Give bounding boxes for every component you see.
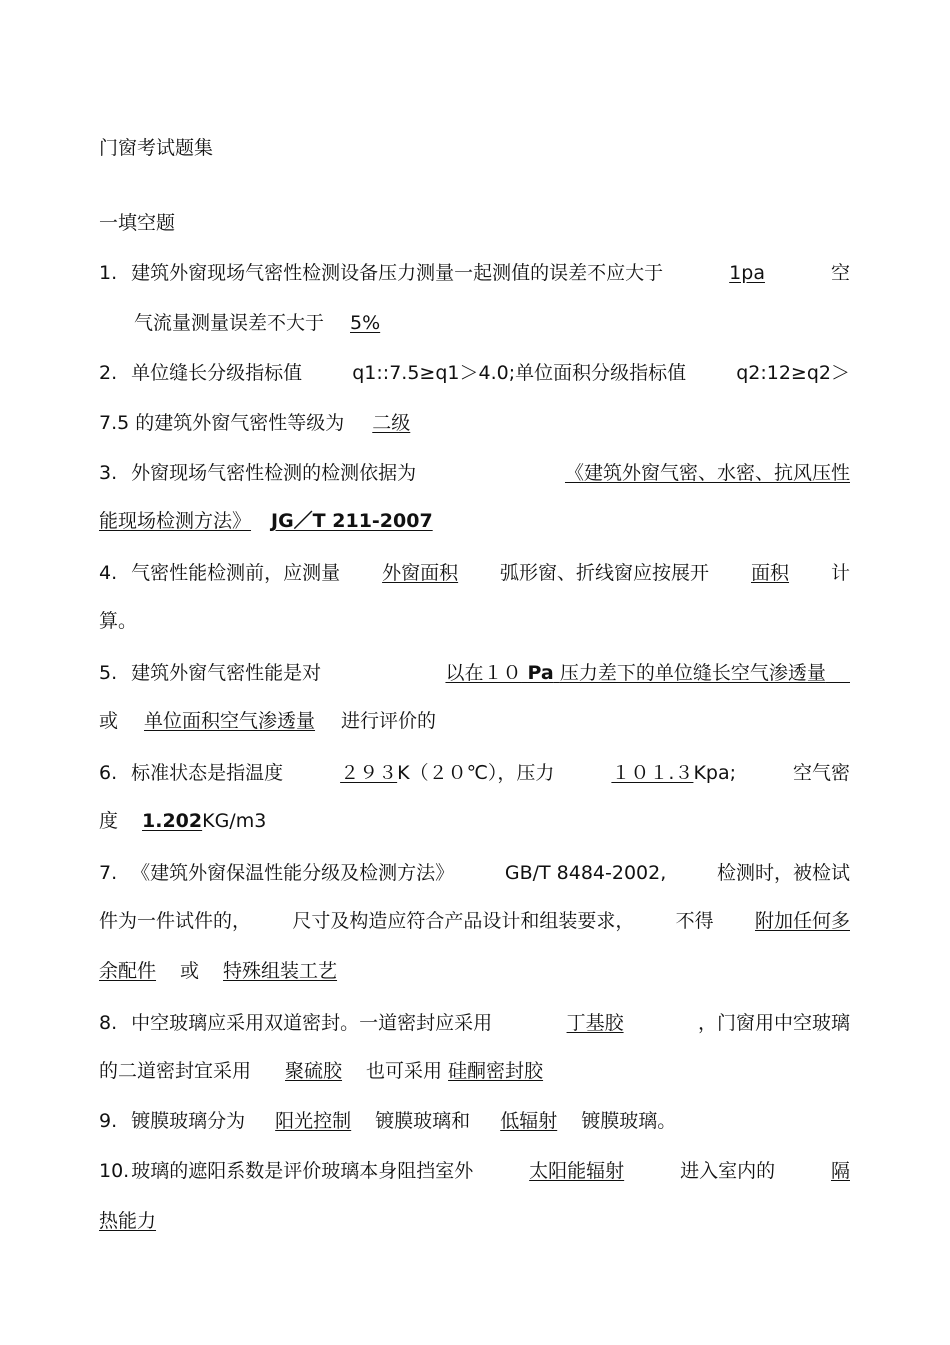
question-2-answer: 二级 <box>372 412 411 434</box>
question-2-line-1 <box>99 358 850 388</box>
question-6-line-1 <box>99 758 850 788</box>
question-9-mid: 镀膜玻璃和 <box>375 1110 471 1132</box>
question-8-tail: ，门窗用中空玻璃 <box>697 1012 850 1034</box>
section-heading-line <box>99 208 850 238</box>
question-7-line-1 <box>99 858 850 888</box>
question-6-unit-3: KG/m3 <box>202 810 267 832</box>
question-10-answer-1: 太阳能辐射 <box>529 1160 625 1182</box>
question-8-line-2 <box>99 1056 850 1086</box>
question-10-mid: 进入室内的 <box>680 1160 776 1182</box>
question-3-answer-2: 能现场检测方法》 <box>99 510 252 532</box>
question-7-standard: 7. 《建筑外窗保温性能分级及检测方法》 <box>99 862 455 884</box>
question-5-answer-2: 单位面积空气渗透量 <box>144 710 316 732</box>
question-5-text: 5. 建筑外窗气密性能是对 <box>99 662 322 684</box>
question-8-line-2-text: 的二道密封宜采用 <box>99 1060 252 1082</box>
question-1-line-2-text: 气流量测量误差不大于 <box>134 312 325 334</box>
question-4-line-2 <box>99 606 850 636</box>
question-10-line-2 <box>99 1206 850 1236</box>
question-8-answer-2: 聚硫胶 <box>285 1060 343 1082</box>
question-1-line-2 <box>134 308 850 338</box>
document-title-line <box>99 133 850 163</box>
question-4-line-2-text: 算。 <box>99 610 138 632</box>
question-6-text: 6. 标准状态是指温度 <box>99 762 284 784</box>
question-7-answer-1-cont: 余配件 <box>99 960 157 982</box>
question-7-or: 或 <box>180 960 200 982</box>
question-7-line-2 <box>99 906 850 936</box>
question-10-line-1 <box>99 1156 850 1186</box>
question-1-number-and-text: 1. 建筑外窗现场气密性检测设备压力测量一起测值的误差不应大于 <box>99 262 664 284</box>
question-9-line <box>99 1106 850 1136</box>
question-3-text: 3. 外窗现场气密性检测的检测依据为 <box>99 462 417 484</box>
question-7-answer-2: 特殊组装工艺 <box>223 960 338 982</box>
question-9-answer-2: 低辐射 <box>500 1110 558 1132</box>
question-6-pressure: １０１.３Kpa; <box>611 762 737 784</box>
question-4-mid: 弧形窗、折线窗应按展开 <box>500 562 710 584</box>
question-2-part-a: 2. 单位缝长分级指标值 <box>99 362 303 384</box>
question-7-tail: 检测时，被检试 <box>716 862 850 884</box>
question-4-answer-2: 面积 <box>751 562 790 584</box>
question-3-answer-3: JG／T 211-2007 <box>271 510 433 532</box>
question-5-line-1 <box>99 658 850 688</box>
question-5-or: 或 <box>99 710 119 732</box>
question-2-line-2-text: 7.5 的建筑外窗气密性等级为 <box>99 412 345 434</box>
question-5-line-2 <box>99 706 850 736</box>
question-7-line-2-b: 尺寸及构造应符合产品设计和组装要求， <box>292 910 635 932</box>
question-3-line-2 <box>99 506 850 536</box>
question-6-answer-1: ２９３ <box>340 762 398 784</box>
question-10-text: 10. 玻璃的遮阳系数是评价玻璃本身阻挡室外 <box>99 1160 474 1182</box>
question-2-line-2 <box>99 408 850 438</box>
question-8-answer-3: 硅酮密封胶 <box>448 1060 544 1082</box>
question-1-answer-1: 1pa <box>729 262 765 284</box>
question-4-text: 4. 气密性能检测前，应测量 <box>99 562 341 584</box>
question-2-part-b: q1::7.5≥q1＞4.0;单位面积分级指标值 <box>352 362 687 384</box>
document-title: 门窗考试题集 <box>99 137 214 159</box>
question-7-line-2-a: 件为一件试件的， <box>99 910 252 932</box>
question-6-line-2 <box>99 806 850 836</box>
question-7-answer-1: 附加任何多 <box>754 910 850 932</box>
question-6-line-2-text: 度 <box>99 810 119 832</box>
question-1-tail: 空 <box>830 262 850 284</box>
question-6-tail: 空气密 <box>792 762 850 784</box>
question-8-mid: 也可采用 <box>366 1060 443 1082</box>
question-8-line-1 <box>99 1008 850 1038</box>
question-4-answer-1: 外窗面积 <box>382 562 459 584</box>
question-1-answer-2: 5% <box>350 312 381 334</box>
question-3-line-1 <box>99 458 850 488</box>
question-5-answer-1: 以在１０ Pa 压力差下的单位缝长空气渗透量 <box>445 662 826 684</box>
question-5-tail: 进行评价的 <box>341 710 437 732</box>
question-7-line-2-c: 不得 <box>675 910 714 932</box>
question-4-line-1 <box>99 558 850 588</box>
question-1-line-1 <box>99 258 850 288</box>
question-8-answer-1: 丁基胶 <box>566 1012 624 1034</box>
question-8-text: 8. 中空玻璃应采用双道密封。一道密封应采用 <box>99 1012 493 1034</box>
section-heading: 一填空题 <box>99 212 176 234</box>
question-6-answer-2: １０１.３ <box>611 762 694 784</box>
question-2-part-c: q2:12≥q2＞ <box>736 362 850 384</box>
question-10-answer-2: 热能力 <box>99 1210 157 1232</box>
question-9-tail: 镀膜玻璃。 <box>581 1110 677 1132</box>
question-6-temperature: ２９３K（２０℃），压力 <box>340 762 555 784</box>
question-6-answer-3: 1.202 <box>142 810 203 832</box>
question-10-tail: 隔 <box>830 1160 850 1182</box>
question-4-tail: 计 <box>830 562 850 584</box>
question-9-answer-1: 阳光控制 <box>275 1110 352 1132</box>
question-7-line-3 <box>99 956 850 986</box>
question-3-answer-1: 《建筑外窗气密、水密、抗风压性 <box>564 462 850 484</box>
question-9-text: 9. 镀膜玻璃分为 <box>99 1110 246 1132</box>
question-7-code: GB/T 8484-2002, <box>504 862 667 884</box>
